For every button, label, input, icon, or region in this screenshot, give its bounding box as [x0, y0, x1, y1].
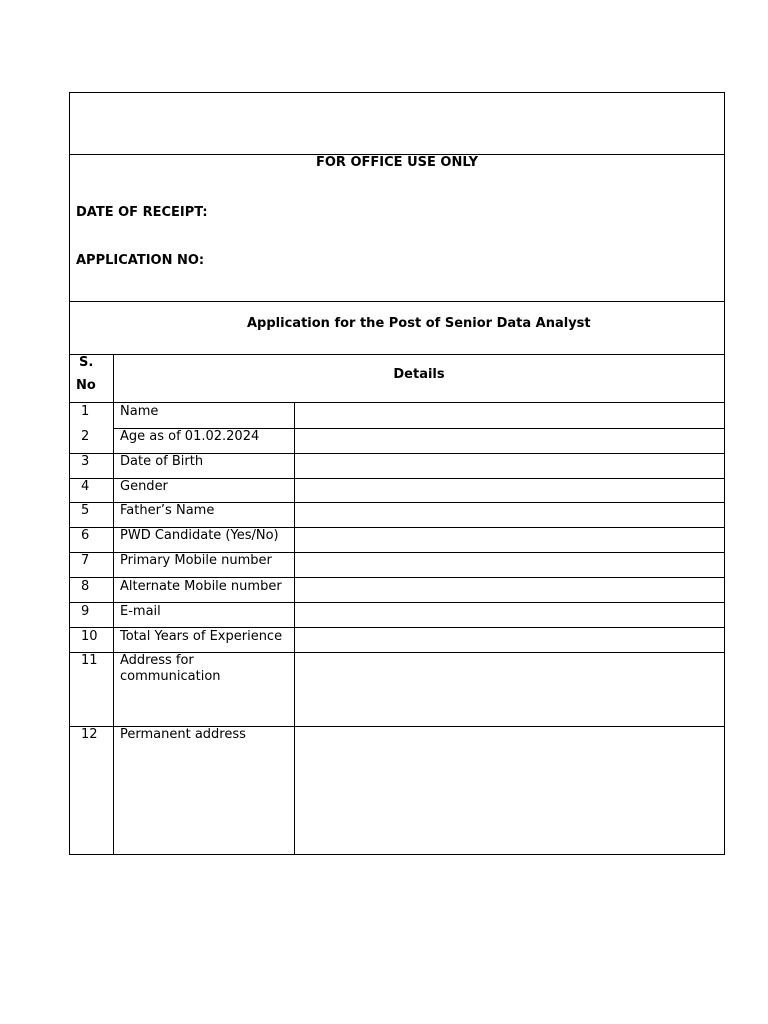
- dob-value-cell[interactable]: [295, 454, 724, 477]
- sno-header: No: [76, 378, 96, 393]
- row-label-gender: Gender: [120, 479, 168, 494]
- row-number: 7: [81, 553, 90, 568]
- row-label-alternate-mobile: Alternate Mobile number: [120, 579, 282, 594]
- row-number: 10: [81, 629, 98, 644]
- email-value-cell[interactable]: [295, 603, 724, 626]
- office-use-heading: FOR OFFICE USE ONLY: [316, 155, 478, 170]
- permanent-address-value-cell[interactable]: [295, 727, 724, 853]
- column-divider: [113, 354, 114, 854]
- row-number: 11: [81, 653, 98, 668]
- row-number: 5: [81, 503, 90, 518]
- name-value-cell[interactable]: [295, 403, 724, 427]
- details-header: Details: [393, 367, 445, 382]
- date-of-receipt-label: DATE OF RECEIPT:: [76, 205, 208, 220]
- gender-value-cell[interactable]: [295, 479, 724, 501]
- row-label-dob: Date of Birth: [120, 454, 204, 469]
- row-number: 12: [81, 727, 98, 742]
- row-label-experience: Total Years of Experience: [120, 629, 283, 644]
- alternate-mobile-value-cell[interactable]: [295, 578, 724, 601]
- row-number: 8: [81, 579, 90, 594]
- primary-mobile-value-cell[interactable]: [295, 553, 724, 576]
- communication-address-value-cell[interactable]: [295, 653, 724, 725]
- sno-header: S.: [79, 355, 94, 370]
- row-label-email: E-mail: [120, 604, 161, 619]
- pwd-value-cell[interactable]: [295, 528, 724, 551]
- fathers-name-value-cell[interactable]: [295, 503, 724, 526]
- row-number: 4: [81, 479, 90, 494]
- row-label-name: Name: [120, 404, 159, 419]
- row-number: 3: [81, 454, 90, 469]
- divider: [70, 301, 724, 302]
- row-label-pwd: PWD Candidate (Yes/No): [120, 528, 279, 543]
- row-number: 1: [81, 404, 90, 419]
- form-title: Application for the Post of Senior Data Analyst: [247, 316, 591, 331]
- row-label-age: Age as of 01.02.2024: [120, 429, 260, 444]
- application-form: [69, 92, 725, 855]
- row-label-primary-mobile: Primary Mobile number: [120, 553, 272, 568]
- row-label-permanent-address: Permanent address: [120, 727, 246, 742]
- row-label-communication-address: Address for: [120, 653, 194, 668]
- row-label-communication-address: communication: [120, 669, 221, 684]
- row-label-fathers-name: Father’s Name: [120, 503, 215, 518]
- application-no-label: APPLICATION NO:: [76, 253, 205, 268]
- experience-value-cell[interactable]: [295, 628, 724, 651]
- row-number: 2: [81, 429, 90, 444]
- row-number: 6: [81, 528, 90, 543]
- divider: [70, 354, 724, 355]
- age-value-cell[interactable]: [295, 429, 724, 452]
- row-number: 9: [81, 604, 90, 619]
